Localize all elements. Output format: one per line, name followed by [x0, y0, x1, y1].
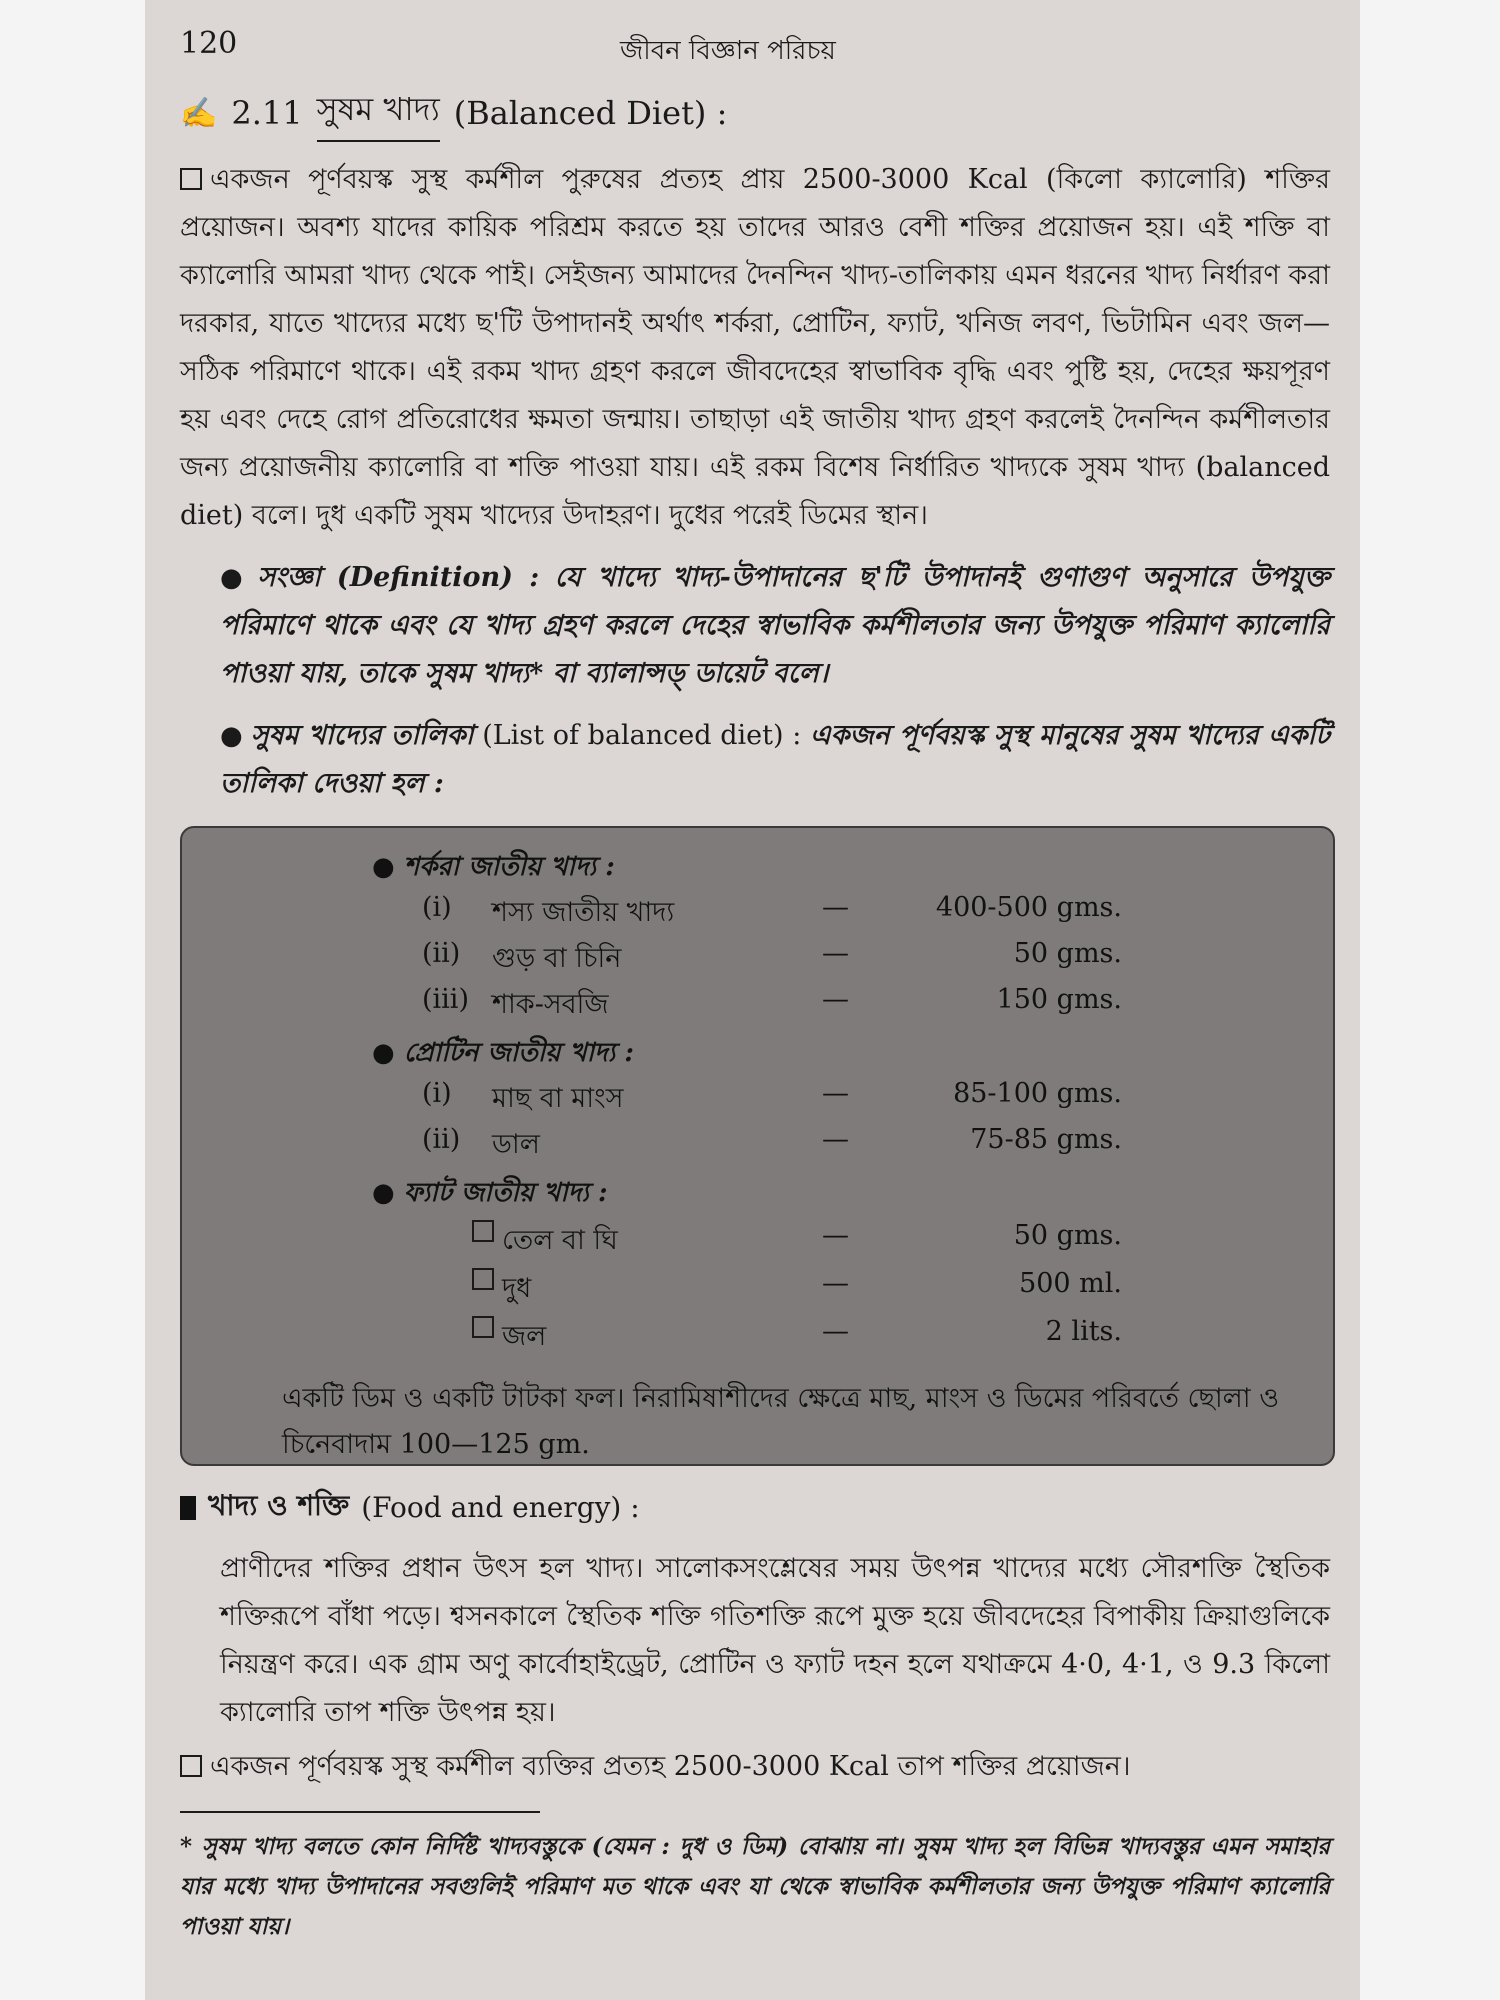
intro-paragraph — [180, 156, 1330, 540]
diet-row-amount: 50 gms. — [1013, 1220, 1122, 1251]
page-number: 120 — [180, 26, 238, 61]
running-title: জীবন বিজ্ঞান পরিচয় — [620, 36, 836, 66]
diet-group-title-text: শর্করা জাতীয় খাদ্য : — [403, 852, 615, 882]
balanced-diet-table — [180, 826, 1335, 1466]
diet-row-number: (ii) — [422, 1124, 461, 1155]
checkbox-square-icon — [180, 168, 202, 190]
diet-row-amount: 150 gms. — [996, 984, 1122, 1015]
diet-group-title — [372, 1032, 634, 1076]
checkbox-square-icon — [472, 1220, 494, 1242]
diet-group-title-text: ফ্যাট জাতীয় খাদ্য : — [403, 1178, 608, 1208]
diet-row-food: মাছ বা মাংস — [492, 1083, 624, 1114]
diet-group-title — [372, 1172, 608, 1216]
diet-row-food: শাক-সবজি — [492, 989, 609, 1020]
diet-row-number: (iii) — [422, 984, 469, 1015]
diet-row — [422, 1316, 1122, 1356]
footnote: * সুষম খাদ্য বলতে কোন নির্দিষ্ট খাদ্যবস্তুকে (যেমন : দুধ ও ডিম) বোঝায় না। সুষম খাদ্য হল বিভিন্ন খাদ্যবস্তুর এমন সমাহার যার মধ্যে খাদ্য উপাদানের সবগুলিই পরিমাণ মত থাকে এবং যা থেকে স্বাভাবিক কর্মশীলতার জন্য উপযুক্ত পরিমাণ ক্যালোরি পাওয়া যায়। — [180, 1833, 1330, 1940]
checkbox-square-icon — [472, 1268, 494, 1290]
intro-paragraph-text: একজন পূর্ণবয়স্ক সুস্থ কর্মশীল পুরুষের প্রত্যহ প্রায় 2500-3000 Kcal (কিলো ক্যালোরি) শক্তির প্রয়োজন। অবশ্য যাদের কায়িক পরিশ্রম করতে হয় তাদের আরও বেশী শক্তির প্রয়োজন হয়। এই শক্তি বা ক্যালোরি আমরা খাদ্য থেকে পাই। সেইজন্য আমাদের দৈনন্দিন খাদ্য-তালিকায় এমন ধরনের খাদ্য নির্ধারণ করা দরকার, যাতে খাদ্যের মধ্যে ছ'টি উপাদানই অর্থাৎ শর্করা, প্রোটিন, ফ্যাট, খনিজ লবণ, ভিটামিন এবং জল—সঠিক পরিমাণে থাকে। এই রকম খাদ্য গ্রহণ করলে জীবদেহের স্বাভাবিক বৃদ্ধি এবং পুষ্টি হয়, দেহের ক্ষয়পূরণ হয় এবং দেহে রোগ প্রতিরোধের ক্ষমতা জন্মায়। তাছাড়া এই জাতীয় খাদ্য গ্রহণ করলেই দৈনন্দিন কর্মশীলতার জন্য প্রয়োজনীয় ক্যালোরি বা শক্তি পাওয়া যায়। এই রকম বিশেষ নির্ধারিত খাদ্যকে সুষম খাদ্য (balanced diet) বলে। দুধ একটি সুষম খাদ্যের উদাহরণ। দুধের পরেই ডিমের স্থান। — [180, 164, 1330, 531]
diet-row-food: শস্য জাতীয় খাদ্য — [492, 897, 675, 928]
diet-row-food: ডাল — [492, 1129, 540, 1160]
diet-row-number: (i) — [422, 1078, 452, 1109]
section-title — [180, 84, 1330, 142]
checkbox-square-icon — [472, 1316, 494, 1338]
food-energy-heading-english: (Food and energy) : — [361, 1491, 640, 1524]
diet-row-dash: — — [822, 1078, 849, 1109]
footnote-divider — [180, 1811, 540, 1813]
diet-row-food: গুড় বা চিনি — [492, 943, 622, 974]
definition-label: সংজ্ঞা (Definition) : — [257, 562, 540, 593]
diet-row-dash: — — [822, 1268, 849, 1299]
diet-row-dash: — — [822, 1124, 849, 1155]
list-intro-label-english: (List of balanced diet) : — [482, 720, 802, 751]
definition-text: যে খাদ্যে খাদ্য-উপাদানের ছ'টি উপাদানই গুণাগুণ অনুসারে উপযুক্ত পরিমাণে থাকে এবং যে খাদ্য গ্রহণ করলে দেহের স্বাভাবিক কর্মশীলতার জন্য উপযুক্ত পরিমাণ ক্যালোরি পাওয়া যায়, তাকে সুষম খাদ্য* বা ব্যালান্সড্ ডায়েট বলে। — [220, 562, 1330, 689]
diet-group-title — [372, 846, 615, 890]
food-energy-summary-text: একজন পূর্ণবয়স্ক সুস্থ কর্মশীল ব্যক্তির প্রত্যহ 2500-3000 Kcal তাপ শক্তির প্রয়োজন। — [210, 1751, 1131, 1782]
page-header — [180, 20, 1330, 70]
diet-row-dash: — — [822, 984, 849, 1015]
diet-row-amount: 500 ml. — [1019, 1268, 1122, 1299]
diet-group-title-text: প্রোটিন জাতীয় খাদ্য : — [403, 1038, 634, 1068]
section-title-english: (Balanced Diet) : — [453, 94, 728, 132]
food-energy-heading — [180, 1484, 1330, 1531]
food-energy-summary — [180, 1743, 1330, 1791]
diet-row-number: (i) — [422, 892, 452, 923]
list-intro-label-bengali: সুষম খাদ্যের তালিকা — [250, 720, 474, 751]
bullet-icon: ● — [372, 1178, 404, 1208]
diet-row-amount: 85-100 gms. — [953, 1078, 1122, 1109]
diet-row-amount: 2 lits. — [1045, 1316, 1122, 1347]
list-intro-text: একজন পূর্ণবয়স্ক সুস্থ মানুষের সুষম খাদ্যের একটি তালিকা দেওয়া হল : — [220, 720, 1330, 799]
diet-row-number: (ii) — [422, 938, 461, 969]
diet-row-dash: — — [822, 1220, 849, 1251]
diet-row-amount: 75-85 gms. — [970, 1124, 1122, 1155]
bullet-icon: ● — [372, 852, 404, 882]
diet-row-food: দুধ — [502, 1273, 532, 1304]
diet-row — [422, 1220, 1122, 1260]
checkbox-square-icon — [180, 1755, 202, 1777]
list-intro-paragraph — [180, 712, 1330, 808]
food-energy-paragraph: প্রাণীদের শক্তির প্রধান উৎস হল খাদ্য। সালোকসংশ্লেষের সময় উৎপন্ন খাদ্যের মধ্যে সৌরশক্তি স্থৈতিক শক্তিরূপে বাঁধা পড়ে। শ্বসনকালে স্থৈতিক শক্তি গতিশক্তি রূপে মুক্ত হয়ে জীবদেহের বিপাকীয় ক্রিয়াগুলিকে নিয়ন্ত্রণ করে। এক গ্রাম অণু কার্বোহাইড্রেট, প্রোটিন ও ফ্যাট দহন হলে যথাক্রমে 4·0, 4·1, ও 9.3 কিলো ক্যালোরি তাপ শক্তি উৎপন্ন হয়। — [220, 1553, 1330, 1728]
definition-paragraph — [180, 554, 1330, 698]
diet-row — [422, 892, 1122, 932]
diet-row-amount: 400-500 gms. — [935, 892, 1122, 923]
diet-row — [422, 984, 1122, 1024]
diet-row-food: জল — [502, 1321, 547, 1352]
diet-table-note: একটি ডিম ও একটি টাটকা ফল। নিরামিষাশীদের ক্ষেত্রে মাছ, মাংস ও ডিমের পরিবর্তে ছোলা ও চিনেবাদাম 100—125 gm. — [282, 1383, 1280, 1460]
bullet-icon: ● — [220, 721, 243, 751]
diet-row-amount: 50 gms. — [1013, 938, 1122, 969]
diet-row — [422, 1078, 1122, 1118]
diet-row — [422, 1124, 1122, 1164]
pen-writing-icon: ✍ — [180, 95, 218, 131]
black-square-icon — [180, 1496, 196, 1520]
section-number: 2.11 — [231, 94, 303, 132]
diet-row-dash: — — [822, 938, 849, 969]
diet-row-food: তেল বা ঘি — [502, 1225, 618, 1256]
diet-row-dash: — — [822, 892, 849, 923]
bullet-icon: ● — [372, 1038, 404, 1068]
section-title-bengali: সুষম খাদ্য — [317, 84, 440, 142]
diet-row — [422, 938, 1122, 978]
book-page — [180, 20, 1330, 1947]
food-energy-heading-bengali: খাদ্য ও শক্তি — [208, 1489, 350, 1522]
diet-row-dash: — — [822, 1316, 849, 1347]
diet-row — [422, 1268, 1122, 1308]
bullet-icon: ● — [220, 563, 250, 593]
